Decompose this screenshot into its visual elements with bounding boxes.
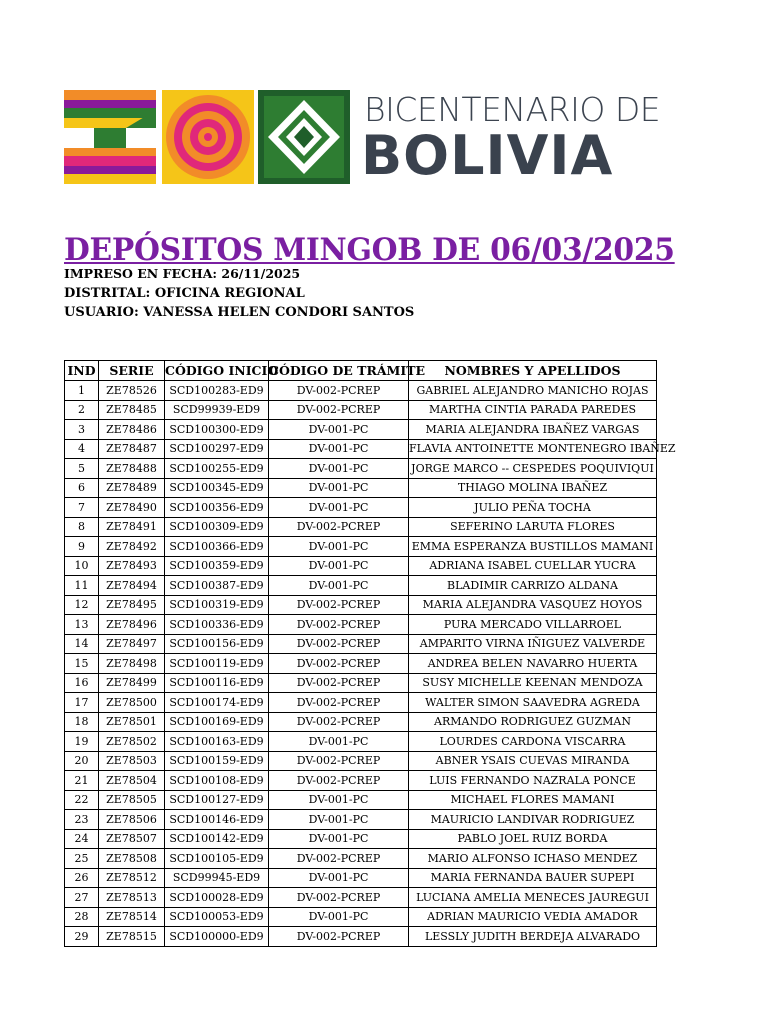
table-row bbox=[65, 673, 657, 693]
striped-pattern-icon bbox=[64, 90, 156, 184]
cell-codigo-tramite: DV-002-PCREP bbox=[269, 771, 409, 791]
table-row bbox=[65, 790, 657, 810]
cell-serie: ZE78485 bbox=[99, 400, 165, 420]
cell-codigo-inicio: SCD100000-ED9 bbox=[165, 927, 269, 947]
cell-serie: ZE78487 bbox=[99, 439, 165, 459]
table-row bbox=[65, 907, 657, 927]
cell-serie: ZE78505 bbox=[99, 790, 165, 810]
table-body bbox=[65, 381, 676, 947]
cell-nombres: FLAVIA ANTOINETTE MONTENEGRO IBAÑEZ bbox=[409, 439, 657, 459]
cell-ind: 2 bbox=[65, 400, 99, 420]
cell-nombres: JULIO PEÑA TOCHA bbox=[409, 498, 657, 518]
cell-codigo-inicio: SCD99945-ED9 bbox=[165, 868, 269, 888]
table-row bbox=[65, 829, 657, 849]
cell-serie: ZE78495 bbox=[99, 595, 165, 615]
cell-nombres: LOURDES CARDONA VISCARRA bbox=[409, 732, 657, 752]
cell-nombres: ADRIANA ISABEL CUELLAR YUCRA bbox=[409, 556, 657, 576]
cell-serie: ZE78489 bbox=[99, 478, 165, 498]
district-label: DISTRITAL: OFICINA REGIONAL bbox=[64, 286, 305, 301]
cell-nombres: LESSLY JUDITH BERDEJA ALVARADO bbox=[409, 927, 657, 947]
column-header-serie: SERIE bbox=[99, 361, 165, 381]
cell-ind: 5 bbox=[65, 459, 99, 479]
cell-serie: ZE78491 bbox=[99, 517, 165, 537]
cell-serie: ZE78507 bbox=[99, 829, 165, 849]
cell-serie: ZE78504 bbox=[99, 771, 165, 791]
table-row bbox=[65, 420, 657, 440]
cell-ind: 22 bbox=[65, 790, 99, 810]
cell-serie: ZE78512 bbox=[99, 868, 165, 888]
cell-codigo-inicio: SCD100255-ED9 bbox=[165, 459, 269, 479]
cell-codigo-inicio: SCD100356-ED9 bbox=[165, 498, 269, 518]
cell-ind: 10 bbox=[65, 556, 99, 576]
cell-codigo-tramite: DV-002-PCREP bbox=[269, 849, 409, 869]
table-row bbox=[65, 654, 657, 674]
cell-nombres: MICHAEL FLORES MAMANI bbox=[409, 790, 657, 810]
cell-nombres: MARIO ALFONSO ICHASO MENDEZ bbox=[409, 849, 657, 869]
cell-codigo-tramite: DV-002-PCREP bbox=[269, 673, 409, 693]
table-row bbox=[65, 400, 657, 420]
cell-codigo-inicio: SCD99939-ED9 bbox=[165, 400, 269, 420]
cell-serie: ZE78493 bbox=[99, 556, 165, 576]
cell-serie: ZE78499 bbox=[99, 673, 165, 693]
cell-nombres: ANDREA BELEN NAVARRO HUERTA bbox=[409, 654, 657, 674]
cell-codigo-inicio: SCD100319-ED9 bbox=[165, 595, 269, 615]
andean-diamond-icon bbox=[258, 90, 350, 184]
table-row bbox=[65, 868, 657, 888]
column-header-nombres: NOMBRES Y APELLIDOS bbox=[409, 361, 657, 381]
cell-codigo-inicio: SCD100108-ED9 bbox=[165, 771, 269, 791]
cell-codigo-tramite: DV-002-PCREP bbox=[269, 712, 409, 732]
cell-ind: 17 bbox=[65, 693, 99, 713]
cell-ind: 7 bbox=[65, 498, 99, 518]
cell-codigo-tramite: DV-002-PCREP bbox=[269, 615, 409, 635]
table-row bbox=[65, 634, 657, 654]
cell-ind: 12 bbox=[65, 595, 99, 615]
table-row bbox=[65, 810, 657, 830]
table-row bbox=[65, 693, 657, 713]
cell-nombres: ADRIAN MAURICIO VEDIA AMADOR bbox=[409, 907, 657, 927]
cell-serie: ZE78502 bbox=[99, 732, 165, 752]
cell-nombres: PABLO JOEL RUIZ BORDA bbox=[409, 829, 657, 849]
cell-codigo-tramite: DV-001-PC bbox=[269, 537, 409, 557]
deposits-table bbox=[64, 360, 676, 947]
cell-ind: 11 bbox=[65, 576, 99, 596]
logo-text-line2: BOLIVIA bbox=[361, 124, 614, 187]
cell-ind: 15 bbox=[65, 654, 99, 674]
cell-serie: ZE78515 bbox=[99, 927, 165, 947]
cell-codigo-inicio: SCD100156-ED9 bbox=[165, 634, 269, 654]
cell-nombres: MARIA ALEJANDRA VASQUEZ HOYOS bbox=[409, 595, 657, 615]
cell-nombres: MARTHA CINTIA PARADA PAREDES bbox=[409, 400, 657, 420]
cell-codigo-tramite: DV-001-PC bbox=[269, 732, 409, 752]
cell-nombres: LUCIANA AMELIA MENECES JAUREGUI bbox=[409, 888, 657, 908]
cell-ind: 4 bbox=[65, 439, 99, 459]
cell-codigo-tramite: DV-001-PC bbox=[269, 478, 409, 498]
cell-codigo-tramite: DV-001-PC bbox=[269, 556, 409, 576]
table-row bbox=[65, 732, 657, 752]
cell-ind: 8 bbox=[65, 517, 99, 537]
cell-codigo-tramite: DV-002-PCREP bbox=[269, 400, 409, 420]
cell-codigo-tramite: DV-001-PC bbox=[269, 439, 409, 459]
cell-codigo-tramite: DV-001-PC bbox=[269, 459, 409, 479]
cell-codigo-inicio: SCD100366-ED9 bbox=[165, 537, 269, 557]
cell-ind: 13 bbox=[65, 615, 99, 635]
cell-codigo-tramite: DV-001-PC bbox=[269, 907, 409, 927]
cell-nombres: MARIA FERNANDA BAUER SUPEPI bbox=[409, 868, 657, 888]
cell-codigo-inicio: SCD100387-ED9 bbox=[165, 576, 269, 596]
cell-serie: ZE78494 bbox=[99, 576, 165, 596]
cell-ind: 26 bbox=[65, 868, 99, 888]
cell-nombres: ABNER YSAIS CUEVAS MIRANDA bbox=[409, 751, 657, 771]
cell-codigo-inicio: SCD100336-ED9 bbox=[165, 615, 269, 635]
cell-ind: 29 bbox=[65, 927, 99, 947]
cell-serie: ZE78486 bbox=[99, 420, 165, 440]
cell-ind: 28 bbox=[65, 907, 99, 927]
cell-serie: ZE78488 bbox=[99, 459, 165, 479]
table-header-row bbox=[65, 361, 657, 381]
table-row bbox=[65, 381, 657, 401]
cell-nombres: SEFERINO LARUTA FLORES bbox=[409, 517, 657, 537]
cell-nombres: SUSY MICHELLE KEENAN MENDOZA bbox=[409, 673, 657, 693]
cell-codigo-tramite: DV-002-PCREP bbox=[269, 888, 409, 908]
cell-codigo-inicio: SCD100309-ED9 bbox=[165, 517, 269, 537]
cell-codigo-tramite: DV-002-PCREP bbox=[269, 927, 409, 947]
table-row bbox=[65, 459, 657, 479]
table-row bbox=[65, 849, 657, 869]
cell-serie: ZE78492 bbox=[99, 537, 165, 557]
table-row bbox=[65, 439, 657, 459]
cell-ind: 3 bbox=[65, 420, 99, 440]
spiral-sun-icon bbox=[162, 90, 254, 184]
cell-ind: 21 bbox=[65, 771, 99, 791]
cell-nombres: WALTER SIMON SAAVEDRA AGREDA bbox=[409, 693, 657, 713]
table-row bbox=[65, 712, 657, 732]
cell-codigo-inicio: SCD100028-ED9 bbox=[165, 888, 269, 908]
column-header-codigo-tramite: CÓDIGO DE TRÁMITE bbox=[269, 361, 409, 381]
cell-codigo-inicio: SCD100146-ED9 bbox=[165, 810, 269, 830]
table-row bbox=[65, 751, 657, 771]
cell-serie: ZE78503 bbox=[99, 751, 165, 771]
printed-date: IMPRESO EN FECHA: 26/11/2025 bbox=[64, 266, 301, 281]
user-label: USUARIO: VANESSA HELEN CONDORI SANTOS bbox=[64, 305, 415, 320]
cell-nombres: GABRIEL ALEJANDRO MANICHO ROJAS bbox=[409, 381, 657, 401]
cell-codigo-inicio: SCD100174-ED9 bbox=[165, 693, 269, 713]
table-row bbox=[65, 517, 657, 537]
cell-codigo-tramite: DV-002-PCREP bbox=[269, 634, 409, 654]
cell-codigo-inicio: SCD100300-ED9 bbox=[165, 420, 269, 440]
cell-ind: 1 bbox=[65, 381, 99, 401]
cell-codigo-inicio: SCD100142-ED9 bbox=[165, 829, 269, 849]
cell-ind: 24 bbox=[65, 829, 99, 849]
logo-text-line1: BICENTENARIO DE bbox=[364, 90, 661, 129]
page-title: DEPÓSITOS MINGOB DE 06/03/2025 bbox=[64, 232, 675, 268]
cell-codigo-inicio: SCD100345-ED9 bbox=[165, 478, 269, 498]
cell-serie: ZE78508 bbox=[99, 849, 165, 869]
cell-ind: 20 bbox=[65, 751, 99, 771]
table-row bbox=[65, 556, 657, 576]
cell-ind: 19 bbox=[65, 732, 99, 752]
cell-codigo-inicio: SCD100283-ED9 bbox=[165, 381, 269, 401]
bicentenario-logo bbox=[64, 88, 664, 188]
cell-codigo-tramite: DV-001-PC bbox=[269, 790, 409, 810]
table-row bbox=[65, 576, 657, 596]
cell-nombres: JORGE MARCO -- CESPEDES POQUIVIQUI bbox=[409, 459, 657, 479]
table-row bbox=[65, 498, 657, 518]
cell-codigo-tramite: DV-001-PC bbox=[269, 498, 409, 518]
column-header-ind: IND bbox=[65, 361, 99, 381]
cell-nombres: MAURICIO LANDIVAR RODRIGUEZ bbox=[409, 810, 657, 830]
cell-codigo-inicio: SCD100359-ED9 bbox=[165, 556, 269, 576]
cell-nombres: EMMA ESPERANZA BUSTILLOS MAMANI bbox=[409, 537, 657, 557]
cell-serie: ZE78497 bbox=[99, 634, 165, 654]
table-row bbox=[65, 888, 657, 908]
table-row bbox=[65, 537, 657, 557]
cell-serie: ZE78526 bbox=[99, 381, 165, 401]
cell-codigo-inicio: SCD100053-ED9 bbox=[165, 907, 269, 927]
table-row bbox=[65, 615, 657, 635]
cell-serie: ZE78501 bbox=[99, 712, 165, 732]
cell-codigo-inicio: SCD100119-ED9 bbox=[165, 654, 269, 674]
table-row bbox=[65, 595, 657, 615]
cell-ind: 23 bbox=[65, 810, 99, 830]
column-header-codigo-inicio: CÓDIGO INICIO bbox=[165, 361, 269, 381]
cell-codigo-inicio: SCD100159-ED9 bbox=[165, 751, 269, 771]
cell-ind: 18 bbox=[65, 712, 99, 732]
cell-codigo-tramite: DV-002-PCREP bbox=[269, 751, 409, 771]
cell-codigo-tramite: DV-001-PC bbox=[269, 810, 409, 830]
cell-codigo-tramite: DV-002-PCREP bbox=[269, 654, 409, 674]
cell-ind: 25 bbox=[65, 849, 99, 869]
cell-ind: 27 bbox=[65, 888, 99, 908]
cell-nombres: PURA MERCADO VILLARROEL bbox=[409, 615, 657, 635]
cell-nombres: MARIA ALEJANDRA IBAÑEZ VARGAS bbox=[409, 420, 657, 440]
cell-ind: 9 bbox=[65, 537, 99, 557]
cell-nombres: ARMANDO RODRIGUEZ GUZMAN bbox=[409, 712, 657, 732]
cell-serie: ZE78490 bbox=[99, 498, 165, 518]
cell-serie: ZE78514 bbox=[99, 907, 165, 927]
table-row bbox=[65, 478, 657, 498]
cell-serie: ZE78496 bbox=[99, 615, 165, 635]
cell-nombres: LUIS FERNANDO NAZRALA PONCE bbox=[409, 771, 657, 791]
cell-serie: ZE78513 bbox=[99, 888, 165, 908]
cell-codigo-inicio: SCD100163-ED9 bbox=[165, 732, 269, 752]
table-row bbox=[65, 927, 657, 947]
cell-codigo-inicio: SCD100105-ED9 bbox=[165, 849, 269, 869]
cell-codigo-tramite: DV-002-PCREP bbox=[269, 693, 409, 713]
cell-ind: 14 bbox=[65, 634, 99, 654]
cell-codigo-tramite: DV-001-PC bbox=[269, 576, 409, 596]
cell-serie: ZE78500 bbox=[99, 693, 165, 713]
cell-codigo-inicio: SCD100169-ED9 bbox=[165, 712, 269, 732]
cell-nombres: AMPARITO VIRNA IÑIGUEZ VALVERDE bbox=[409, 634, 657, 654]
cell-nombres: THIAGO MOLINA IBAÑEZ bbox=[409, 478, 657, 498]
cell-codigo-inicio: SCD100297-ED9 bbox=[165, 439, 269, 459]
cell-codigo-tramite: DV-001-PC bbox=[269, 868, 409, 888]
cell-serie: ZE78498 bbox=[99, 654, 165, 674]
cell-codigo-tramite: DV-002-PCREP bbox=[269, 595, 409, 615]
cell-ind: 6 bbox=[65, 478, 99, 498]
table-row bbox=[65, 771, 657, 791]
cell-codigo-tramite: DV-002-PCREP bbox=[269, 517, 409, 537]
cell-codigo-inicio: SCD100127-ED9 bbox=[165, 790, 269, 810]
cell-serie: ZE78506 bbox=[99, 810, 165, 830]
cell-codigo-tramite: DV-001-PC bbox=[269, 420, 409, 440]
cell-ind: 16 bbox=[65, 673, 99, 693]
cell-nombres: BLADIMIR CARRIZO ALDANA bbox=[409, 576, 657, 596]
cell-codigo-inicio: SCD100116-ED9 bbox=[165, 673, 269, 693]
cell-codigo-tramite: DV-001-PC bbox=[269, 829, 409, 849]
cell-codigo-tramite: DV-002-PCREP bbox=[269, 381, 409, 401]
